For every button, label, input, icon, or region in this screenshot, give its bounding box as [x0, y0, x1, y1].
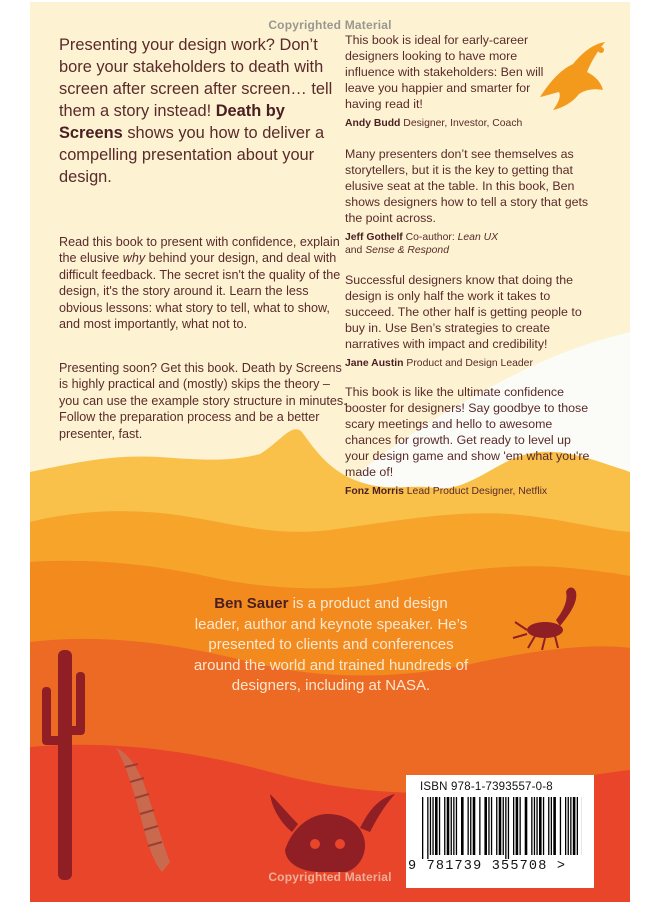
quote-text: Successful designers know that doing the design is only half the work it takes to succeed. The other half is getting people to buy in. Use Ben’s strategies to create narratives with impact and credibility! — [345, 273, 582, 351]
quote-author: Fonz Morris — [345, 486, 404, 497]
quote-attribution — [345, 485, 595, 498]
barcode-bar — [488, 797, 489, 855]
quote-and: and — [345, 245, 366, 256]
quote-author: Andy Budd — [345, 118, 401, 129]
barcode-bar — [548, 797, 549, 855]
barcode-bar — [551, 797, 552, 855]
author-bio — [190, 594, 472, 697]
quote-attribution — [345, 117, 555, 130]
isbn-digits: 9 781739 355708 > — [408, 859, 567, 874]
barcode-bar — [577, 797, 578, 855]
testimonial-jeff-gothelf — [345, 146, 595, 257]
barcode-bar — [468, 797, 469, 855]
barcode-bar — [430, 797, 431, 855]
barcode-bar — [435, 797, 438, 855]
barcode-bar — [447, 797, 450, 855]
quote-author: Jane Austin — [345, 358, 404, 369]
testimonial-andy-budd — [345, 32, 555, 130]
barcode-bar — [456, 797, 457, 855]
barcode-bar — [427, 797, 428, 859]
quote-attribution — [345, 357, 595, 370]
quote-book-2: Sense & Respond — [365, 245, 449, 256]
intro-text-start: Presenting your design work? Don’t bore your stakeholders to death with screen after screen after screen… tell them a story instead! — [59, 36, 333, 120]
barcode-bar — [534, 797, 535, 855]
barcode-bar — [496, 797, 497, 855]
barcode-bar — [570, 797, 571, 855]
barcode-bar — [553, 797, 556, 855]
barcode-bar — [516, 797, 519, 855]
author-name: Ben Sauer — [214, 595, 289, 612]
p1-text-end: behind your design, and deal with difficult feedback. The secret isn't the quality of the design, it's the story around it. Learn the less obvious lessons: what story to tell, what to show, and most importantly, what not to. — [59, 251, 341, 332]
barcode-bar — [531, 797, 532, 855]
isbn-label: ISBN 978-1-7393557-0-8 — [420, 781, 553, 793]
barcode-bar — [451, 797, 452, 855]
author-bio-text: is a product and design leader, author and keynote speaker. He’s presented to clients and conferences around the world and trained hundreds of designers, including at NASA. — [193, 595, 469, 694]
barcode-bar — [439, 797, 440, 855]
quote-role: Lead Product Designer, Netflix — [403, 486, 548, 497]
testimonial-fonz-morris — [345, 384, 595, 498]
quote-text: This book is ideal for early-career designers looking to have more influence with stakeholders: Ben will leave you happier and smarter for having read it! — [345, 33, 544, 111]
barcode-bar — [560, 797, 561, 855]
quote-role: Designer, Investor, Coach — [400, 118, 523, 129]
quote-author: Jeff Gothelf — [345, 232, 403, 243]
book-back-cover — [30, 2, 630, 902]
barcode-bar — [453, 797, 454, 855]
barcode-bar — [484, 797, 487, 855]
barcode-bar — [539, 797, 542, 855]
barcode-bar — [461, 797, 464, 855]
intro-blurb — [59, 34, 344, 188]
watermark-bottom: Copyrighted Material — [268, 870, 392, 884]
intro-text-end: shows you how to deliver a compelling presentation about your design. — [59, 124, 325, 186]
book-title: Death by Screens — [59, 102, 285, 142]
testimonial-jane-austin — [345, 272, 595, 370]
barcode-bar — [513, 797, 514, 855]
barcode-bar — [505, 797, 506, 859]
watermark-top: Copyrighted Material — [268, 18, 392, 32]
description-paragraph-2: Presenting soon? Get this book. Death by Screens is highly practical and (mostly) skips the theory – you can use the example story structure in minutes. Follow the preparation process and be a better presenter, fast. — [59, 361, 347, 441]
p1-italic-why: why — [122, 251, 146, 266]
quote-attribution — [345, 231, 595, 257]
barcode-bar — [473, 797, 476, 855]
description-paragraph-1 — [59, 234, 349, 332]
quote-book-1: Lean UX — [457, 232, 499, 243]
quote-text: This book is like the ultimate confidence booster for designers! Say goodbye to those scary meetings and hello to awesome chances for growth. Get ready to level up your design game and show 'em what you're made of! — [345, 385, 590, 479]
barcode-bar — [444, 797, 445, 855]
barcode-bar — [573, 797, 576, 855]
barcode-bar — [499, 797, 502, 855]
barcode-bar — [432, 797, 433, 855]
quote-role: Co-author: — [402, 232, 458, 243]
p1-text-start: Read this book to present with confidence, explain the elusive — [59, 235, 340, 266]
barcode-bar — [568, 797, 569, 855]
barcode-bar — [543, 797, 544, 855]
quote-role: Product and Design Leader — [403, 358, 533, 369]
barcode-icon — [422, 797, 582, 859]
barcode-bar — [525, 797, 528, 855]
barcode-bar — [520, 797, 521, 855]
barcode-bar — [536, 797, 537, 855]
barcode-bar — [491, 797, 492, 855]
barcode-bar — [422, 797, 423, 859]
barcode-bar — [503, 797, 504, 855]
barcode-bar — [508, 797, 509, 859]
barcode-bar — [565, 797, 566, 855]
barcode-bar — [470, 797, 471, 855]
barcode-bar — [479, 797, 480, 855]
quote-text: Many presenters don’t see themselves as storytellers, but it is the key to getting that elusive seat at the table. In this book, Ben shows designers how to tell a story that gets the point across. — [345, 147, 589, 225]
